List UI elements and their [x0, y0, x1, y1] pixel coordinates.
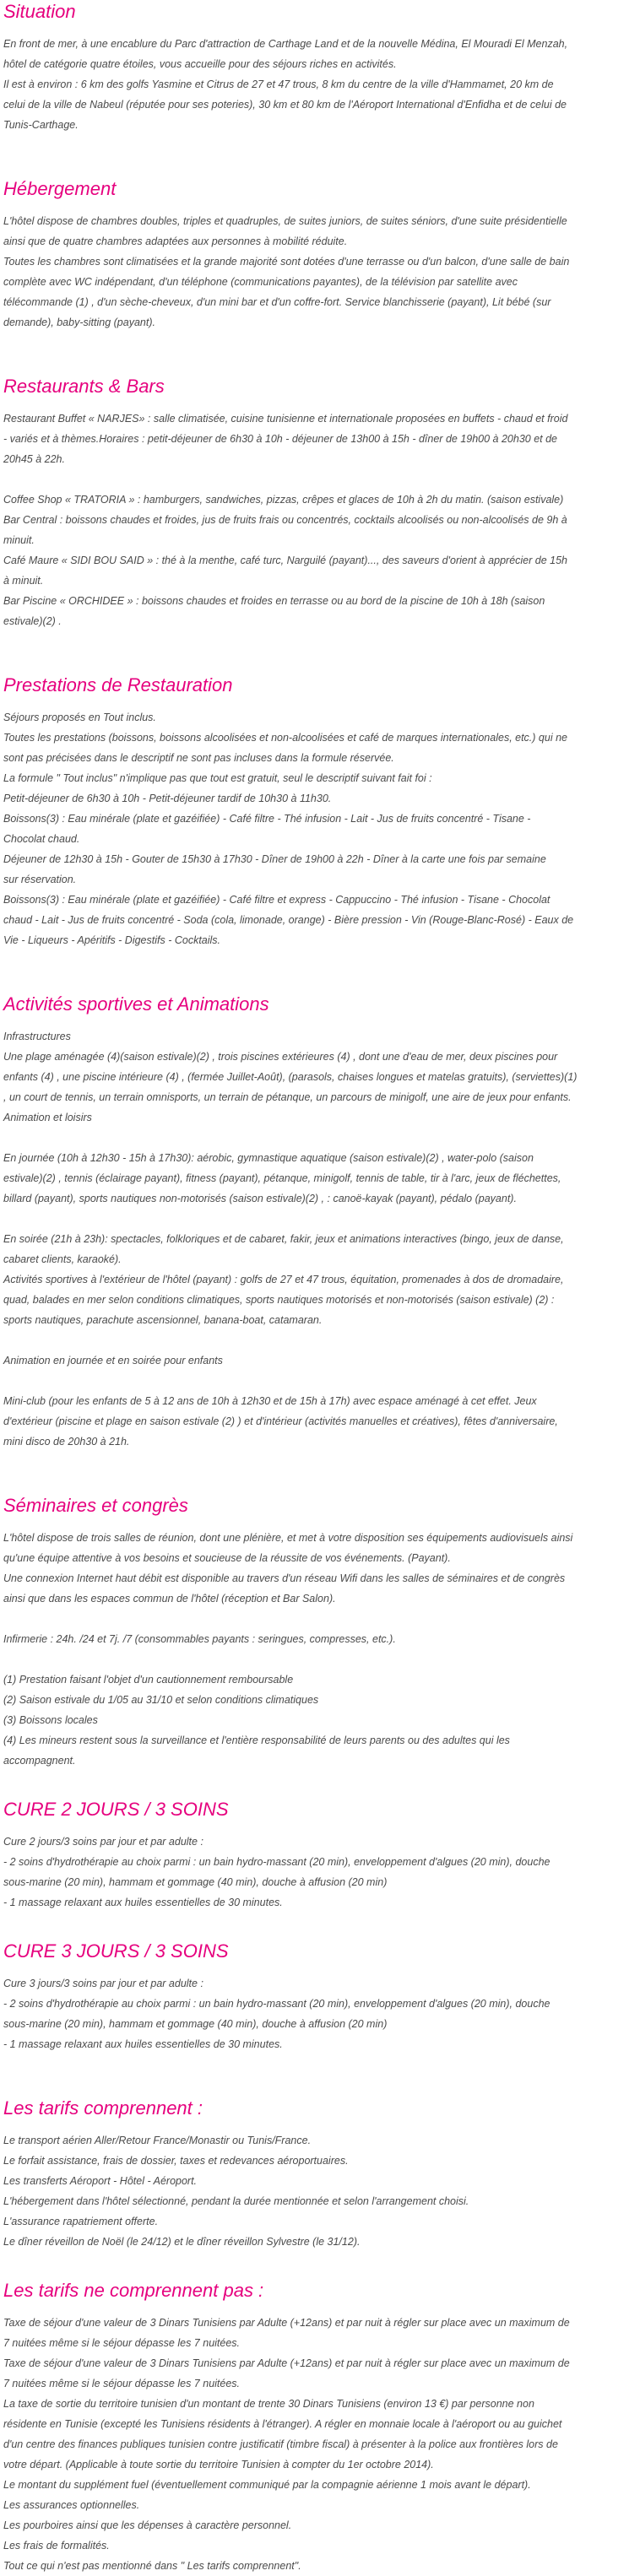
- text-line: Le montant du supplément fuel (éventuellement communiqué par la compagnie aérienne 1 mois avant le départ).: [3, 2479, 531, 2491]
- section-prestations: [3, 674, 637, 950]
- text-line: Toutes les prestations (boissons, boissons alcoolisées et non-alcoolisées et café de marques internationales, etc.) qui ne: [3, 732, 567, 744]
- section-title: Situation: [3, 1, 76, 22]
- text-line: hôtel de catégorie quatre étoiles, vous accueille pour des séjours riches en activités.: [3, 58, 397, 70]
- text-line: sont pas précisées dans le descriptif ne sont pas incluses dans la formule réservée.: [3, 752, 394, 764]
- text-line: Déjeuner de 12h30 à 15h - Gouter de 15h30 à 17h30 - Dîner de 19h00 à 22h - Dîner à la carte une fois par semaine: [3, 853, 546, 865]
- text-line: Taxe de séjour d'une valeur de 3 Dinars Tunisiens par Adulte (+12ans) et par nuit à régler sur place avec un maximum de: [3, 2317, 570, 2329]
- text-line: sous-marine (20 min), hammam et gommage (40 min), douche à affusion (20 min): [3, 2018, 388, 2030]
- section-seminaires: [3, 1494, 637, 1771]
- text-line: En soirée (21h à 23h): spectacles, folkloriques et de cabaret, fakir, jeux et animations interactives (bingo, jeux de danse,: [3, 1233, 564, 1245]
- text-line: Bar Central : boissons chaudes et froides, jus de fruits frais ou concentrés, cocktails alcoolisés ou non-alcoolisés de 9h à: [3, 514, 567, 526]
- section-body: [3, 707, 637, 950]
- text-line: demande), baby-sitting (payant).: [3, 317, 155, 328]
- section-body: [3, 2130, 637, 2252]
- text-line: Une plage aménagée (4)(saison estivale)(2) , trois piscines extérieures (4) , dont une d'eau de mer, deux piscines pour: [3, 1051, 558, 1063]
- blank-line: [3, 1128, 637, 1148]
- text-line: La formule " Tout inclus" n'implique pas que tout est gratuit, seul le descriptif suivant fait foi :: [3, 772, 432, 784]
- text-line: Les frais de formalités.: [3, 2540, 110, 2552]
- text-line: résidente en Tunisie (excepté les Tunisiens résidents à l'étranger). A régler en monnaie locale à l'aéroport ou au guichet: [3, 2418, 562, 2430]
- text-line: sports nautiques, parachute ascensionnel, banana-boat, catamaran.: [3, 1314, 323, 1326]
- text-line: (2) Saison estivale du 1/05 au 31/10 et selon conditions climatiques: [3, 1694, 319, 1706]
- text-line: Tunis-Carthage.: [3, 119, 79, 131]
- section-restaurants: [3, 375, 637, 631]
- text-line: quad, balades en mer selon conditions climatiques, sports nautiques motorisés et non-motorisés (saison estivale) (2) :: [3, 1294, 555, 1306]
- text-line: - 1 massage relaxant aux huiles essentielles de 30 minutes.: [3, 1897, 283, 1908]
- section-hebergement: [3, 177, 637, 333]
- text-line: - 1 massage relaxant aux huiles essentielles de 30 minutes.: [3, 2038, 283, 2050]
- text-line: Le dîner réveillon de Noël (le 24/12) et le dîner réveillon Sylvestre (le 31/12).: [3, 2236, 361, 2248]
- text-line: Les pourboires ainsi que les dépenses à caractère personnel.: [3, 2519, 292, 2531]
- text-line: télécommande (1) , d'un sèche-cheveux, d'un mini bar et d'un coffre-fort. Service blanchisserie (payant), Lit bébé (sur: [3, 296, 551, 308]
- text-line: - 2 soins d'hydrothérapie au choix parmi : un bain hydro-massant (20 min), enveloppement d'algues (20 min), douche: [3, 1856, 551, 1868]
- text-line: La taxe de sortie du territoire tunisien d'un montant de trente 30 Dinars Tunisiens (environ 13 €) par personne non: [3, 2398, 534, 2410]
- text-line: Les assurances optionnelles.: [3, 2499, 140, 2511]
- text-line: Boissons(3) : Eau minérale (plate et gazéifiée) - Café filtre - Thé infusion - Lait - Jus de fruits concentré - Tisane -: [3, 813, 531, 825]
- text-line: - variés et à thèmes.Horaires : petit-déjeuner de 6h30 à 10h - déjeuner de 13h00 à 15h - dîner de 19h00 à 20h30 et de: [3, 433, 558, 445]
- text-line: L'hébergement dans l'hôtel sélectionné, pendant la durée mentionnée et selon l'arrangement choisi.: [3, 2195, 469, 2207]
- section-title: Les tarifs comprennent :: [3, 2097, 203, 2119]
- text-line: Animation et loisirs: [3, 1112, 92, 1123]
- section-body: [3, 1973, 637, 2054]
- text-line: Cure 2 jours/3 soins par jour et par adulte :: [3, 1836, 203, 1848]
- text-line: complète avec WC indépendant, d'un téléphone (communications payantes), de la télévision par satellite avec: [3, 276, 518, 288]
- text-line: L'hôtel dispose de chambres doubles, triples et quadruples, de suites juniors, de suites séniors, d'une suite présidentielle: [3, 215, 567, 227]
- text-line: Animation en journée et en soirée pour enfants: [3, 1355, 223, 1366]
- section-body: [3, 2313, 637, 2576]
- text-line: 20h45 à 22h.: [3, 453, 65, 465]
- text-line: sous-marine (20 min), hammam et gommage (40 min), douche à affusion (20 min): [3, 1876, 388, 1888]
- section-body: [3, 1528, 637, 1771]
- text-line: qu'une équipe attentive à vos besoins et soucieuse de la réussite de vos événements. (Payant).: [3, 1552, 451, 1564]
- section-tarifs-ne-comprennent-pas: [3, 2279, 637, 2576]
- text-line: En journée (10h à 12h30 - 15h à 17h30): aérobic, gymnastique aquatique (saison estivale)(2) , water-polo (saison: [3, 1152, 534, 1164]
- text-line: à minuit.: [3, 575, 44, 587]
- section-tarifs-comprennent: [3, 2097, 637, 2252]
- text-line: estivale)(2) .: [3, 615, 62, 627]
- section-cure-2-jours: [3, 1798, 637, 1913]
- section-body: [3, 1026, 637, 1452]
- text-line: - 2 soins d'hydrothérapie au choix parmi : un bain hydro-massant (20 min), enveloppement d'algues (20 min), douche: [3, 1998, 551, 2010]
- text-line: Infirmerie : 24h. /24 et 7j. /7 (consommables payants : seringues, compresses, etc.).: [3, 1633, 396, 1645]
- text-line: Les transferts Aéroport - Hôtel - Aéroport.: [3, 2175, 198, 2187]
- text-line: Il est à environ : 6 km des golfs Yasmine et Citrus de 27 et 47 trous, 8 km du centre de la ville d'Hammamet, 20 km de: [3, 78, 554, 90]
- text-line: billard (payant), sports nautiques non-motorisés (saison estivale)(2) , : canoë-kayak (payant), pédalo (payant).: [3, 1193, 517, 1204]
- text-line: Coffee Shop « TRATORIA » : hamburgers, sandwiches, pizzas, crêpes et glaces de 10h à 2h du matin. (saison estivale): [3, 494, 564, 506]
- text-line: celui de la ville de Nabeul (réputée pour ses poteries), 30 km et 80 km de l'Aéroport International d'Enfidha et de celui de: [3, 99, 567, 111]
- text-line: Boissons(3) : Eau minérale (plate et gazéifiée) - Café filtre et express - Cappuccino - Thé infusion - Tisane - Chocolat: [3, 894, 551, 906]
- section-body: [3, 211, 637, 333]
- text-line: accompagnent.: [3, 1755, 76, 1767]
- text-line: En front de mer, à une encablure du Parc d'attraction de Carthage Land et de la nouvelle Médina, El Mouradi El Menzah,: [3, 38, 568, 50]
- section-body: [3, 34, 637, 135]
- text-line: Activités sportives à l'extérieur de l'hôtel (payant) : golfs de 27 et 47 trous, équitation, promenades à dos de dromadaire,: [3, 1274, 564, 1285]
- section-situation: [3, 0, 637, 135]
- text-line: 7 nuitées même si le séjour dépasse les 7 nuitées.: [3, 2378, 241, 2389]
- section-title: Hébergement: [3, 178, 117, 199]
- blank-line: [3, 1209, 637, 1229]
- text-line: Une connexion Internet haut débit est disponible au travers d'un réseau Wifi dans les salles de séminaires et de congrès: [3, 1572, 566, 1584]
- blank-line: [3, 469, 637, 490]
- text-line: 7 nuitées même si le séjour dépasse les 7 nuitées.: [3, 2337, 241, 2349]
- text-line: , un court de tennis, un terrain omnisports, un terrain de pétanque, un parcours de minigolf, une aire de jeux pour enfants.: [3, 1091, 572, 1103]
- text-line: (1) Prestation faisant l'objet d'un cautionnement remboursable: [3, 1674, 294, 1686]
- text-line: enfants (4) , une piscine intérieure (4) , (fermée Juillet-Août), (parasols, chaises longues et matelas gratuits), (serviettes)(1): [3, 1071, 578, 1083]
- text-line: Infrastructures: [3, 1031, 71, 1042]
- text-line: mini disco de 20h30 à 21h.: [3, 1436, 130, 1448]
- section-title: Restaurants & Bars: [3, 376, 165, 397]
- blank-line: [3, 1649, 637, 1670]
- text-line: chaud - Lait - Jus de fruits concentré - Soda (cola, limonade, orange) - Bière pression - Vin (Rouge-Blanc-Rosé) - Eaux de: [3, 914, 574, 926]
- text-line: d'extérieur (piscine et plage en saison estivale (2) ) et d'intérieur (activités manuelles et créatives), fêtes d'anniversaire,: [3, 1415, 558, 1427]
- text-line: Le forfait assistance, frais de dossier, taxes et redevances aéroportuaires.: [3, 2155, 349, 2167]
- text-line: votre départ. (Applicable à toute sortie du territoire Tunisien à compter du 1er octobre 2014).: [3, 2459, 434, 2470]
- text-line: minuit.: [3, 534, 35, 546]
- section-title: CURE 2 JOURS / 3 SOINS: [3, 1799, 229, 1820]
- section-body: [3, 1832, 637, 1913]
- text-line: Cure 3 jours/3 soins par jour et par adulte :: [3, 1978, 203, 1989]
- blank-line: [3, 1371, 637, 1391]
- section-body: [3, 409, 637, 631]
- text-line: sur réservation.: [3, 874, 77, 885]
- text-line: ainsi que dans les espaces commun de l'hôtel (réception et Bar Salon).: [3, 1593, 336, 1605]
- section-cure-3-jours: [3, 1940, 637, 2054]
- text-line: Séjours proposés en Tout inclus.: [3, 712, 156, 723]
- text-line: Le transport aérien Aller/Retour France/Monastir ou Tunis/France.: [3, 2135, 312, 2146]
- text-line: Petit-déjeuner de 6h30 à 10h - Petit-déjeuner tardif de 10h30 à 11h30.: [3, 793, 332, 804]
- blank-line: [3, 1609, 637, 1629]
- text-line: Restaurant Buffet « NARJES» : salle climatisée, cuisine tunisienne et internationale proposées en buffets - chaud et froid: [3, 413, 568, 425]
- text-line: (4) Les mineurs restent sous la surveillance et l'entière responsabilité de leurs parents ou des adultes qui les: [3, 1734, 510, 1746]
- section-title: Les tarifs ne comprennent pas :: [3, 2280, 264, 2301]
- section-activites: [3, 993, 637, 1452]
- section-title: Activités sportives et Animations: [3, 993, 269, 1015]
- section-title: Séminaires et congrès: [3, 1495, 188, 1516]
- text-line: estivale)(2) , tennis (éclairage payant), fitness (payant), pétanque, minigolf, tennis de table, tir à l'arc, jeux de fléchettes,: [3, 1172, 561, 1184]
- text-line: (3) Boissons locales: [3, 1714, 98, 1726]
- text-line: Chocolat chaud.: [3, 833, 80, 845]
- text-line: Mini-club (pour les enfants de 5 à 12 ans de 10h à 12h30 et de 15h à 17h) avec espace aménagé à cet effet. Jeux: [3, 1395, 537, 1407]
- text-line: Café Maure « SIDI BOU SAID » : thé à la menthe, café turc, Narguilé (payant)..., des saveurs d'orient à apprécier de 15h: [3, 555, 567, 566]
- blank-line: [3, 1330, 637, 1350]
- text-line: ainsi que de quatre chambres adaptées aux personnes à mobilité réduite.: [3, 235, 348, 247]
- text-line: d'un centre des finances publiques tunisien contre justificatif (timbre fiscal) à présenter à la police aux frontières lors de: [3, 2438, 558, 2450]
- text-line: L'hôtel dispose de trois salles de réunion, dont une plénière, et met à votre disposition ses équipements audiovisuels ainsi: [3, 1532, 573, 1544]
- text-line: Taxe de séjour d'une valeur de 3 Dinars Tunisiens par Adulte (+12ans) et par nuit à régler sur place avec un maximum de: [3, 2357, 570, 2369]
- text-line: Toutes les chambres sont climatisées et la grande majorité sont dotées d'une terrasse ou d'un balcon, d'une salle de bain: [3, 256, 570, 268]
- text-line: Bar Piscine « ORCHIDEE » : boissons chaudes et froides en terrasse ou au bord de la piscine de 10h à 18h (saison: [3, 595, 545, 607]
- section-title: Prestations de Restauration: [3, 674, 233, 695]
- text-line: L'assurance rapatriement offerte.: [3, 2216, 159, 2227]
- text-line: Vie - Liqueurs - Apéritifs - Digestifs - Cocktails.: [3, 934, 221, 946]
- section-title: CURE 3 JOURS / 3 SOINS: [3, 1940, 229, 1962]
- text-line: Tout ce qui n'est pas mentionné dans " Les tarifs comprennent".: [3, 2560, 301, 2572]
- text-line: cabaret clients, karaoké).: [3, 1253, 122, 1265]
